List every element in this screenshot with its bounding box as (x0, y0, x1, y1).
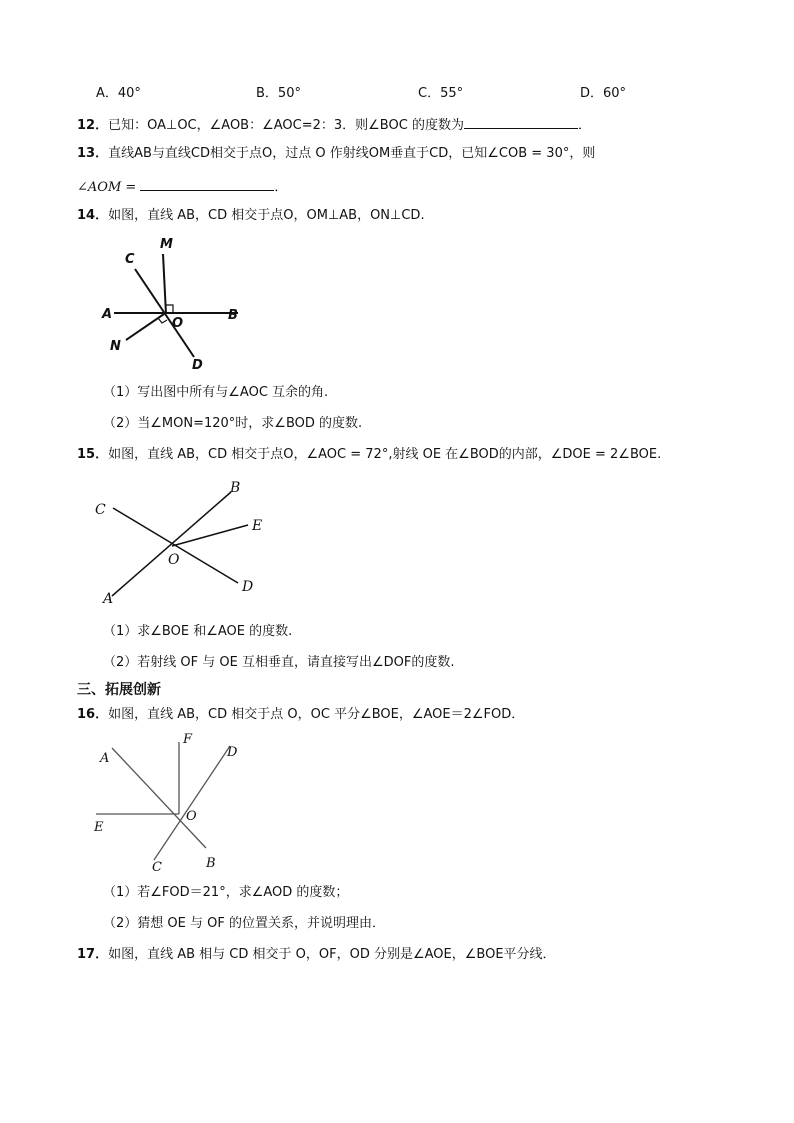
option-d: D．60° (580, 86, 627, 101)
label-c: C (95, 502, 106, 518)
question-number: 14． (77, 208, 109, 223)
question-16-sub2: （2）猜想 OE 与 OF 的位置关系，并说明理由． (103, 916, 385, 931)
question-13-line2 (77, 176, 287, 197)
question-14-sub2: （2）当∠MON=120°时，求∠BOD 的度数. (103, 416, 363, 431)
question-15-sub2: （2）若射线 OF 与 OE 互相垂直，请直接写出∠DOF的度数. (103, 655, 455, 670)
question-number: 16． (77, 707, 109, 722)
question-16-sub1: （1）若∠FOD＝21°，求∠AOD 的度数； (103, 885, 349, 900)
label-o: O (172, 316, 184, 331)
question-15 (77, 446, 661, 464)
label-d: D (242, 579, 254, 595)
question-end: ． (274, 180, 288, 195)
option-b: B．50° (256, 86, 301, 101)
question-12 (77, 114, 591, 135)
label-e: E (94, 820, 104, 835)
question-number: 15． (77, 447, 109, 462)
label-d: D (227, 745, 238, 760)
label-b: B (206, 856, 216, 871)
label-n: N (110, 339, 121, 354)
label-a: A (100, 751, 110, 766)
label-o: O (168, 552, 180, 568)
label-o: O (186, 809, 197, 824)
label-b: B (228, 308, 238, 323)
question-number: 13． (77, 146, 109, 161)
question-text: 如图，直线 AB，CD 相交于点 O，OC 平分∠BOE，∠AOE＝2∠FOD． (108, 707, 525, 722)
question-number: 17． (77, 947, 109, 962)
figure-q15 (90, 476, 280, 606)
figure-q16 (90, 730, 250, 880)
answer-blank[interactable] (140, 176, 274, 191)
question-text: 已知：OA⊥OC，∠AOB：∠AOC=2：3．则∠BOC 的度数为 (108, 118, 464, 133)
answer-blank[interactable] (464, 114, 578, 129)
question-14-sub1: （1）写出图中所有与∠AOC 互余的角. (103, 385, 329, 400)
question-14 (77, 207, 425, 225)
question-text: 直线AB与直线CD相交于点O，过点 O 作射线OM垂直于CD，已知∠COB = 30°，则 (108, 146, 596, 161)
label-e: E (252, 518, 263, 534)
question-16 (77, 706, 524, 724)
label-f: F (183, 732, 193, 747)
label-m: M (160, 237, 173, 252)
label-c: C (125, 252, 135, 267)
question-text: 如图，直线 AB 相与 CD 相交于 O，OF，OD 分别是∠AOE，∠BOE平分线． (108, 947, 556, 962)
question-17 (77, 946, 556, 964)
question-number: 12． (77, 118, 109, 133)
section-heading: 三、拓展创新 (77, 682, 161, 698)
question-15-sub1: （1）求∠BOE 和∠AOE 的度数. (103, 624, 293, 639)
question-text: ∠AOM = (77, 180, 137, 195)
option-a: A．40° (96, 86, 141, 101)
figure-q14 (90, 232, 260, 377)
label-a: A (102, 307, 113, 322)
question-end: ． (577, 118, 591, 133)
option-c: C．55° (418, 86, 464, 101)
label-b: B (230, 480, 241, 496)
question-text: 如图，直线 AB，CD 相交于点O，∠AOC = 72°,射线 OE 在∠BOD的内部，∠DOE = 2∠BOE. (108, 447, 662, 462)
label-a: A (103, 591, 114, 607)
question-text: 如图，直线 AB，CD 相交于点O，OM⊥AB，ON⊥CD. (108, 208, 425, 223)
label-c: C (152, 860, 162, 875)
question-13 (77, 145, 595, 163)
label-d: D (192, 358, 203, 373)
